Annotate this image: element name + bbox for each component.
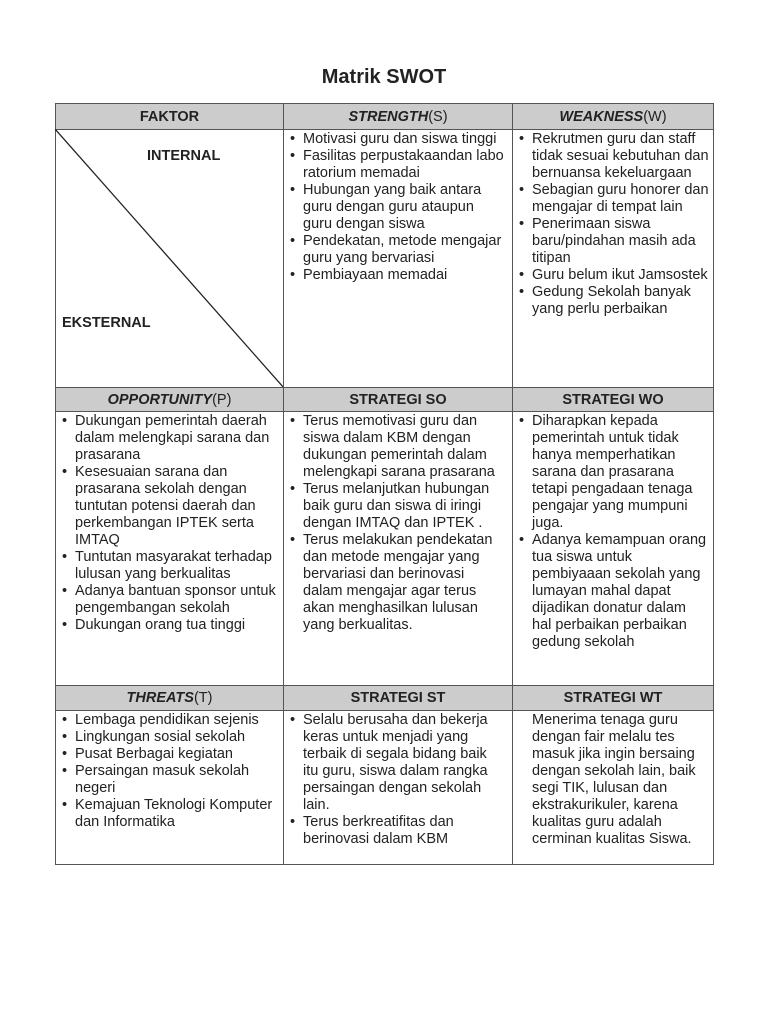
list-item: • Pembiayaan memadai (284, 267, 506, 284)
list-item: • Terus memotivasi guru dan siswa dalam KBM dengan dukungan pemerintah dalam melengkapi sarana prasarana (284, 413, 506, 481)
header-strategi-wo-label: STRATEGI WO (562, 391, 664, 408)
header-strategi-wt (512, 685, 714, 711)
header-strategi-wo (512, 387, 714, 412)
strategi-wt-cell (512, 710, 714, 865)
list-item: • Adanya bantuan sponsor untuk pengembangan sekolah (56, 583, 279, 617)
header-threats-code: (T) (193, 690, 213, 706)
list-item: • Diharapkan kepada pemerintah untuk tidak hanya memperhatikan sarana dan prasarana tetapi pengadaan tenaga pengajar yang mumpuni juga. (513, 413, 709, 532)
header-opportunity-code: (P) (212, 391, 232, 408)
header-threats-label: THREATS (126, 690, 194, 706)
weakness-cell (512, 129, 714, 388)
internal-label: INTERNAL (147, 148, 221, 164)
header-faktor-label: FAKTOR (139, 108, 200, 125)
eksternal-label: EKSTERNAL (62, 315, 151, 331)
diagonal-cell (55, 129, 284, 388)
list-item: • Pendekatan, metode mengajar guru yang bervariasi (284, 233, 506, 267)
page-title: Matrik SWOT (321, 66, 447, 88)
list-item: • Sebagian guru honorer dan mengajar di tempat lain (513, 182, 709, 216)
threats-list (56, 712, 279, 831)
header-strength (283, 103, 513, 130)
list-item: • Lembaga pendidikan sejenis (56, 712, 279, 729)
strategi-so-cell (283, 411, 513, 686)
header-weakness (512, 103, 714, 130)
threats-cell (55, 710, 284, 865)
list-item: • Motivasi guru dan siswa tinggi (284, 131, 506, 148)
list-item: • Lingkungan sosial sekolah (56, 729, 279, 746)
header-strategi-st-label: STRATEGI ST (350, 690, 446, 706)
list-item: • Tuntutan masyarakat terhadap lulusan yang berkualitas (56, 549, 279, 583)
swot-table (55, 103, 714, 865)
strategi-wt-text: Menerima tenaga guru dengan fair melalu tes masuk jika ingin bersaing dengan sekolah lain, baik segi TIK, lulusan dan ekstrakurikuler, karena kualitas guru adalah cerminan kualitas Siswa. (532, 712, 696, 847)
list-item: • Rekrutmen guru dan staff tidak sesuai kebutuhan dan bernuansa kekeluargaan (513, 131, 709, 182)
header-strategi-wt-label: STRATEGI WT (563, 690, 663, 706)
list-item: • Persaingan masuk sekolah negeri (56, 763, 279, 797)
list-item: • Adanya kemampuan orang tua siswa untuk pembiyaaan sekolah yang lumayan mahal dapat dijadikan donatur dalam hal perbaikan perbaikan gedung sekolah (513, 532, 709, 651)
strategi-wo-list (513, 413, 709, 651)
opportunity-cell (55, 411, 284, 686)
list-item: • Guru belum ikut Jamsostek (513, 267, 709, 284)
strategi-so-list (284, 413, 506, 634)
strategi-st-list (284, 712, 506, 848)
list-item: • Hubungan yang baik antara guru dengan guru ataupun guru dengan siswa (284, 182, 506, 233)
header-strength-label: STRENGTH (348, 108, 429, 125)
header-weakness-label: WEAKNESS (559, 108, 644, 125)
diagonal-line (55, 129, 284, 388)
strength-list (284, 131, 506, 284)
header-faktor (55, 103, 284, 130)
list-item: • Terus melakukan pendekatan dan metode mengajar yang bervariasi dan berinovasi dalam mengajar agar terus akan menghasilkan lulusan yang berkualitas. (284, 532, 506, 634)
header-opportunity (55, 387, 284, 412)
opportunity-list (56, 413, 279, 634)
header-opportunity-label: OPPORTUNITY (107, 391, 213, 408)
strategi-wo-cell (512, 411, 714, 686)
header-threats (55, 685, 284, 711)
header-strategi-st (283, 685, 513, 711)
list-item: • Kemajuan Teknologi Komputer dan Informatika (56, 797, 279, 831)
header-weakness-code: (W) (643, 108, 667, 125)
strength-cell (283, 129, 513, 388)
header-strategi-so-label: STRATEGI SO (349, 391, 447, 408)
header-strategi-so (283, 387, 513, 412)
list-item: • Fasilitas perpustakaandan laboratorium memadai (284, 148, 506, 182)
list-item: • Penerimaan siswa baru/pindahan masih ada titipan (513, 216, 709, 267)
list-item: • Dukungan orang tua tinggi (56, 617, 279, 634)
list-item: • Gedung Sekolah banyak yang perlu perbaikan (513, 284, 709, 318)
list-item: • Kesesuaian sarana dan prasarana sekolah dengan tuntutan potensi daerah dan perkembangan IPTEK serta IMTAQ (56, 464, 279, 549)
list-item: • Terus melanjutkan hubungan baik guru dan siswa di iringi dengan IMTAQ dan IPTEK . (284, 481, 506, 532)
strategi-st-cell (283, 710, 513, 865)
header-strength-code: (S) (428, 108, 448, 125)
list-item: • Selalu berusaha dan bekerja keras untuk menjadi yang terbaik di segala bidang baik itu guru, siswa dalam rangka persaingan dengan sekolah lain. (284, 712, 506, 814)
weakness-list (513, 131, 709, 318)
list-item: • Pusat Berbagai kegiatan (56, 746, 279, 763)
list-item: • Terus berkreatifitas dan berinovasi dalam KBM (284, 814, 506, 848)
list-item: • Dukungan pemerintah daerah dalam melengkapi sarana dan prasarana (56, 413, 279, 464)
